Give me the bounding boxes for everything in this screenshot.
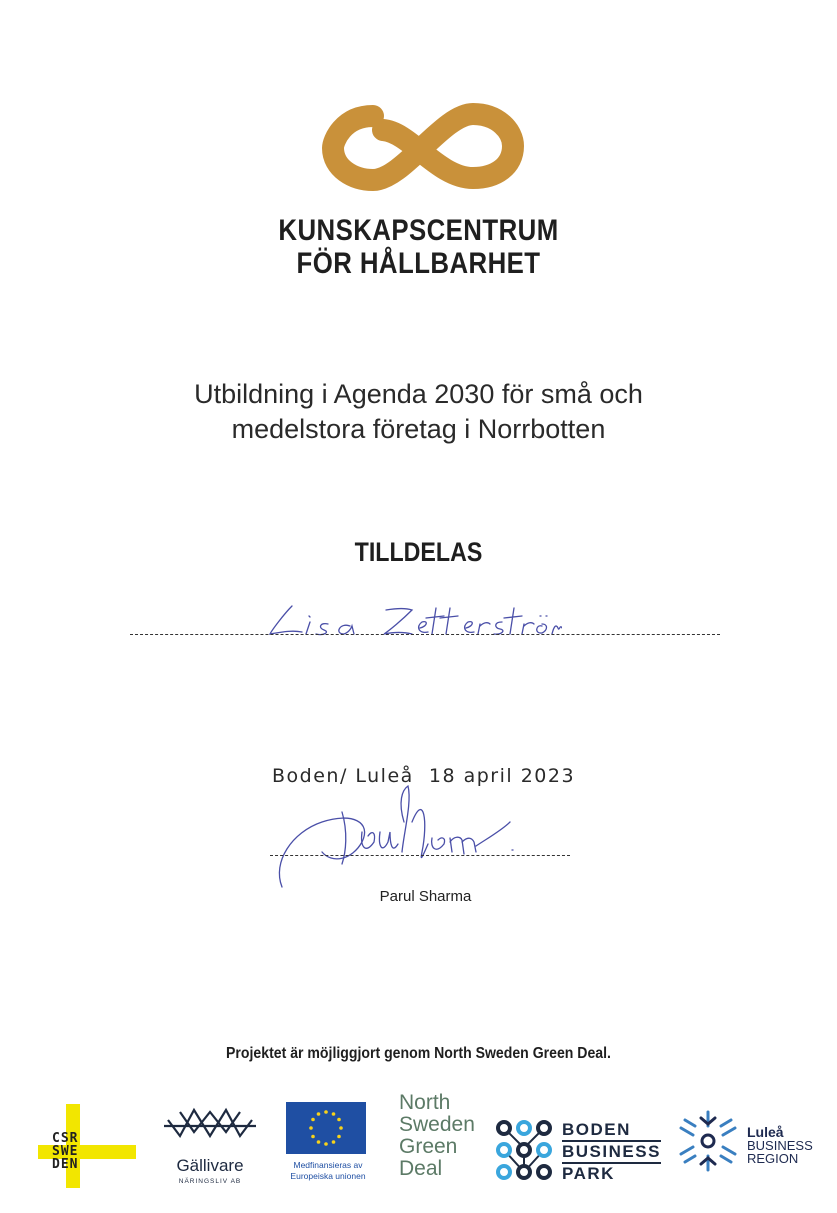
course-title-line1: Utbildning i Agenda 2030 för små och <box>194 379 643 409</box>
bbp-line3: PARK <box>562 1164 615 1183</box>
eu-logo <box>280 1100 376 1186</box>
snowflake-icon <box>675 1108 741 1174</box>
signature-line <box>270 855 570 856</box>
eu-line2: Europeiska unionen <box>290 1171 366 1181</box>
north-sweden-green-deal-logo <box>399 1092 479 1188</box>
csr-row2: SWE <box>52 1144 79 1159</box>
lulea-business-region-logo <box>675 1108 825 1176</box>
signer-name: Parul Sharma <box>379 888 472 905</box>
recipient-name-line <box>130 634 720 635</box>
organization-name-line1: KUNSKAPSCENTRUM <box>278 214 559 247</box>
bbp-line1: BODEN <box>562 1120 661 1142</box>
organization-name-line2: FÖR HÅLLBARHET <box>296 247 541 280</box>
gallivare-name: Gällivare <box>176 1156 244 1175</box>
signature-handwriting <box>262 782 522 892</box>
boden-business-park-logo <box>494 1118 664 1184</box>
course-title <box>0 377 837 447</box>
lbr-line1: Luleå <box>747 1124 784 1140</box>
nsgd-line1: North <box>399 1091 451 1114</box>
lbr-line2: BUSINESS <box>747 1138 813 1153</box>
nsgd-line3: Green <box>399 1135 458 1158</box>
network-nodes-icon <box>494 1118 556 1184</box>
gallivare-logo <box>160 1102 260 1188</box>
infinity-logo-icon <box>318 96 528 196</box>
gallivare-sub: NÄRINGSLIV AB <box>178 1178 242 1185</box>
place-and-date: Boden/ Luleå 18 april 2023 <box>272 765 576 787</box>
csr-sweden-logo <box>38 1104 136 1188</box>
eu-line1: Medfinansieras av <box>293 1160 363 1170</box>
eu-flag-icon <box>286 1102 366 1154</box>
organization-name <box>59 214 779 280</box>
course-title-line2: medelstora företag i Norrbotten <box>231 414 606 444</box>
nsgd-line4: Deal <box>399 1157 443 1180</box>
funding-note: Projektet är möjliggjort genom North Sweden Green Deal. <box>226 1045 611 1062</box>
nsgd-line2: Sweden <box>399 1113 475 1136</box>
bbp-line2: BUSINESS <box>562 1142 661 1164</box>
gallivare-mountain-icon <box>160 1102 260 1152</box>
csr-row3: DEN <box>52 1157 79 1172</box>
lbr-line3: REGION <box>747 1151 799 1166</box>
awarded-label: TILLDELAS <box>354 537 483 567</box>
csr-row1: CSR <box>52 1131 79 1146</box>
